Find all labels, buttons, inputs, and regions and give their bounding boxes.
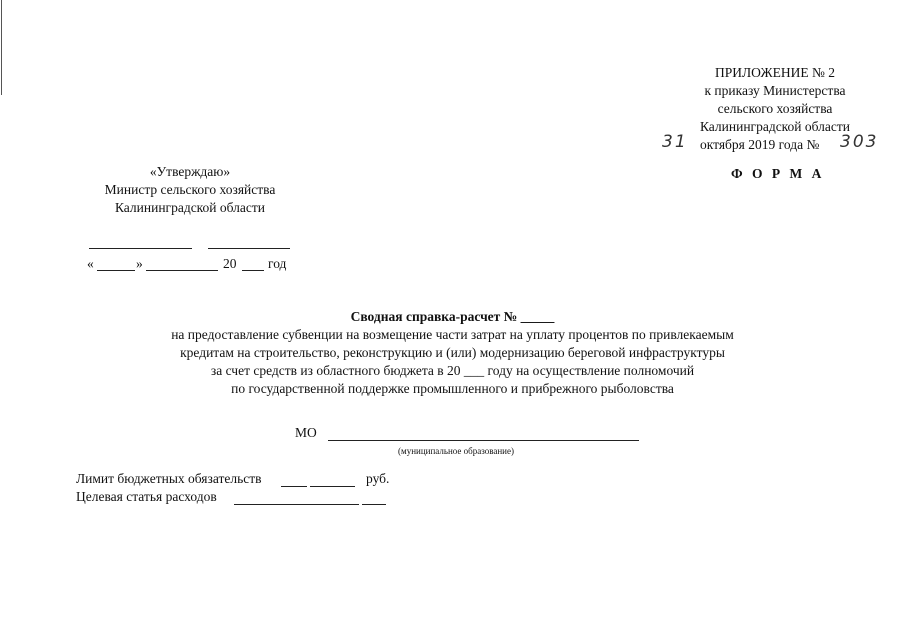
- target-label: Целевая статья расходов: [76, 489, 217, 504]
- date-month-blank: [146, 270, 218, 271]
- appendix-date-text: октября 2019 года №: [700, 137, 820, 152]
- subtitle-line: по государственной поддержке промышленного и прибрежного рыболовства: [231, 381, 674, 396]
- limit-blank-1: [281, 486, 307, 487]
- subtitle-line: кредитам на строительство, реконструкцию и (или) модернизацию береговой инфраструктуры: [180, 345, 725, 360]
- form-label: Ф О Р М А: [731, 166, 825, 181]
- mo-caption: (муниципальное образование): [398, 446, 514, 456]
- date-open-quote: «: [87, 256, 94, 271]
- appendix-title: ПРИЛОЖЕНИЕ № 2: [714, 65, 836, 80]
- approve-line-3: Калининградской области: [114, 200, 266, 215]
- approve-quote: «Утверждаю»: [149, 164, 231, 179]
- approve-line-2: Министр сельского хозяйства: [104, 182, 276, 197]
- appendix-line-2: к приказу Министерства: [704, 83, 846, 98]
- approval-block: [70, 163, 310, 217]
- target-blank-1: [234, 504, 359, 505]
- appendix-header: [660, 64, 890, 136]
- subtitle-line: за счет средств из областного бюджета в 20 ___ году на осуществление полномочий: [210, 363, 695, 378]
- mo-field-line: [328, 440, 639, 441]
- signature-line: [89, 248, 192, 249]
- signature-name-line: [208, 248, 290, 249]
- limit-blank-2: [310, 486, 355, 487]
- target-blank-2: [362, 504, 386, 505]
- limit-label: Лимит бюджетных обязательств: [76, 471, 262, 486]
- date-year-blank: [242, 270, 264, 271]
- document-title: Сводная справка-расчет № _____: [350, 309, 555, 324]
- appendix-line-3: сельского хозяйства: [717, 101, 833, 116]
- date-year-prefix: 20: [223, 256, 237, 271]
- date-close-quote: »: [136, 256, 143, 271]
- document-subtitle: [0, 326, 905, 398]
- date-day-blank: [97, 270, 135, 271]
- subtitle-line: на предоставление субвенции на возмещение части затрат на уплату процентов по привлекаемым: [171, 327, 734, 342]
- handwritten-number: 303: [840, 132, 879, 152]
- left-margin-rule: [1, 0, 2, 95]
- date-year-suffix: год: [268, 256, 287, 271]
- mo-label: МО: [295, 425, 317, 440]
- appendix-line-4: Калининградской области: [699, 119, 851, 134]
- limit-unit: руб.: [366, 471, 390, 486]
- handwritten-day: 31: [662, 132, 688, 152]
